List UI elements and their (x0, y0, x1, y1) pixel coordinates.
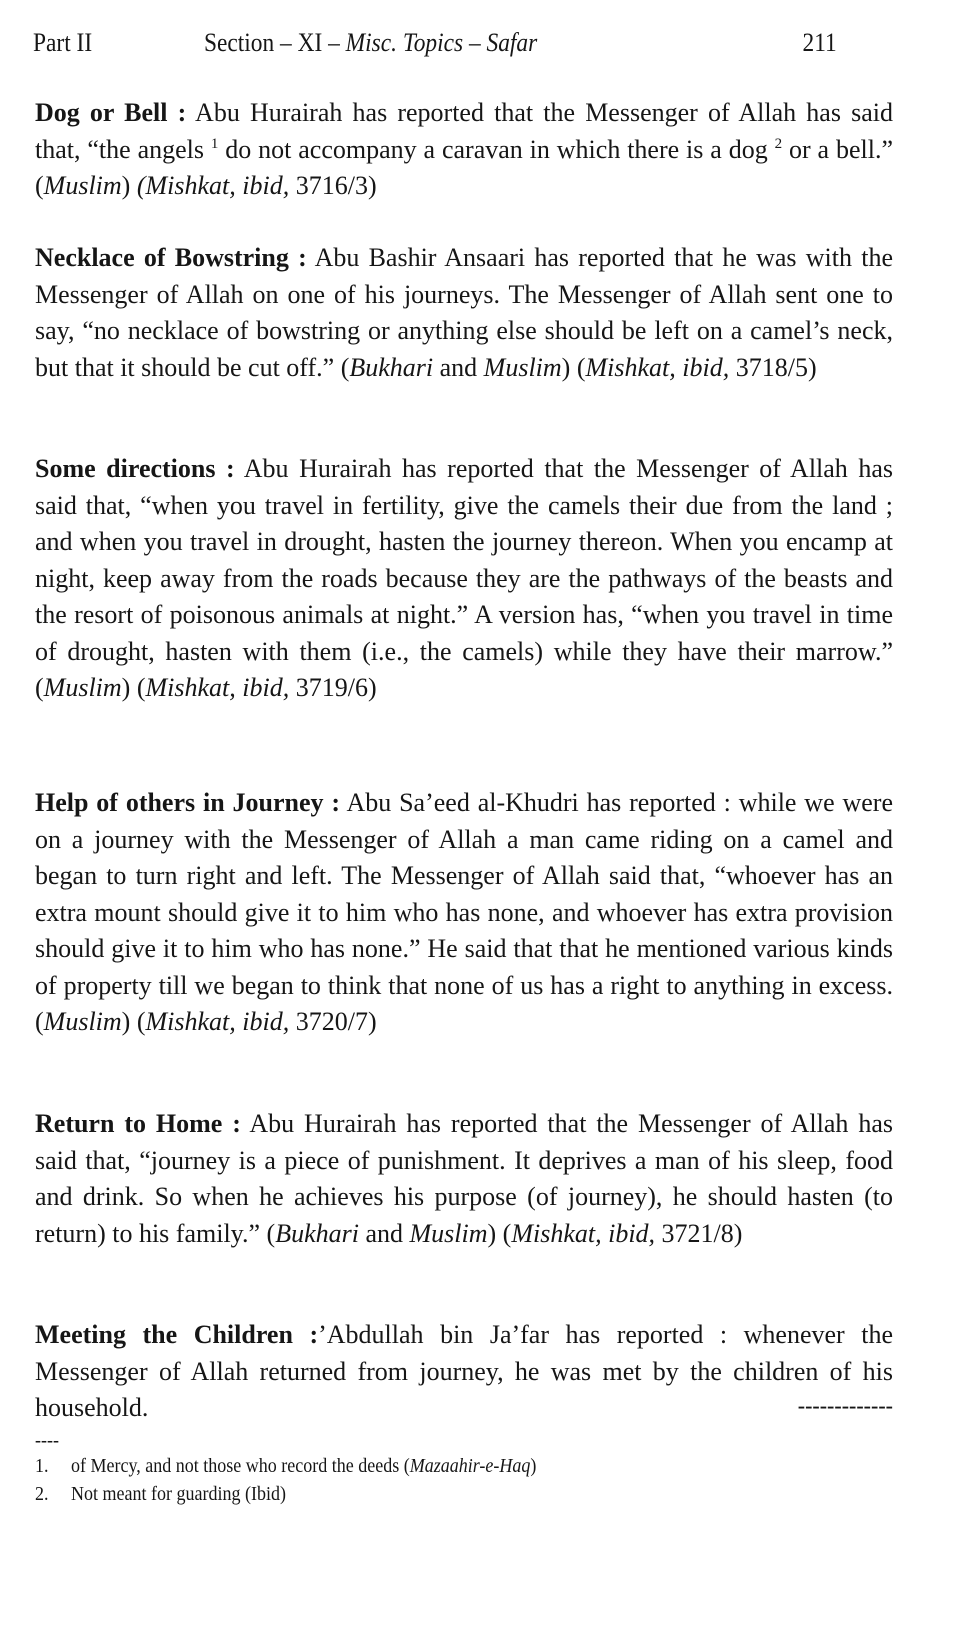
paragraph-text: ) ( (121, 1007, 146, 1036)
paragraph-text: 3718/5) (729, 352, 817, 382)
paragraph-text: or a bell.” (782, 134, 893, 164)
paragraph-text: 3721/8) (655, 1218, 743, 1248)
footnote-text (71, 1452, 536, 1480)
running-header (33, 25, 837, 61)
paragraph-heading: Return to Home : (35, 1109, 241, 1138)
separator-right: ------------- (797, 1393, 893, 1418)
paragraph-text: ) ( (487, 1218, 512, 1248)
paragraph-necklace-of-bowstring (35, 240, 893, 386)
citation-italic: Muslim (43, 673, 122, 702)
footnote-body: Not meant for guarding (Ibid) (71, 1483, 286, 1505)
paragraph-heading: Dog or Bell : (35, 98, 187, 127)
paragraph-some-directions (35, 451, 893, 707)
citation-italic: Mishkat, ibid, (145, 1007, 290, 1036)
footnote-1 (35, 1452, 807, 1480)
paragraph-text: Abu Hurairah has reported that the Messenger of Allah has said that, “when you travel in fertility, give the camels their due from the land ; and when you travel in drought, hasten the journey thereon. When you encamp at night, keep away from the roads because they are the pathways of the beasts and the resort of poisonous animals at night.” A version has, “when you travel in time of drought, hasten with them (i.e., the camels) while they have their marrow.” ( (35, 454, 893, 702)
citation-italic: Muslim (409, 1218, 488, 1248)
footnote-body: of Mercy, and not those who record the deeds ( (71, 1455, 410, 1477)
footnote-number: 2. (35, 1483, 49, 1505)
header-section (204, 25, 537, 61)
page-number: 211 (802, 28, 837, 57)
paragraph-text: and (358, 1218, 410, 1248)
separator-left: ---- (35, 1430, 59, 1450)
citation-italic: Muslim (483, 352, 562, 382)
paragraph-meeting-the-children (35, 1317, 893, 1427)
paragraph-heading: Some directions : (35, 454, 235, 483)
citation-italic: Bukhari (349, 352, 434, 382)
footnote-number: 1. (35, 1455, 49, 1477)
header-section-topic: Misc. Topics – Safar (345, 28, 538, 57)
citation-italic: Mishkat, ibid, (511, 1218, 656, 1248)
paragraph-text: do not accompany a caravan in which there is a dog (218, 134, 775, 164)
citation-italic: Mishkat, ibid, (145, 673, 290, 702)
citation-italic: (Mishkat, ibid, (136, 171, 290, 200)
footnote-2 (35, 1480, 807, 1508)
paragraph-text: ) ( (121, 673, 146, 702)
paragraph-heading: Necklace of Bowstring : (35, 243, 307, 272)
footnote-ref: 1 (210, 135, 219, 152)
header-part: Part II (33, 28, 93, 57)
citation-italic: Muslim (43, 1007, 122, 1036)
paragraph-text: and (433, 352, 484, 382)
paragraph-text: Abu Hurairah has reported that the Messenger of Allah has said that, “journey is a piece of punishment. It deprives a man of his sleep, food and drink. So when he achieves his purpose (of journey), he should hasten (to return) to his family.” ( (35, 1109, 893, 1248)
paragraph-dog-or-bell (35, 95, 893, 205)
paragraph-text: 3716/3) (289, 171, 377, 200)
header-section-prefix: Section – XI – (204, 28, 346, 57)
paragraph-text: 3719/6) (289, 673, 377, 702)
citation-italic: Bukhari (275, 1218, 359, 1248)
paragraph-help-of-others (35, 785, 893, 1041)
paragraph-text: ) ( (561, 352, 586, 382)
paragraph-text: Abu Sa’eed al-Khudri has reported : while we were on a journey with the Messenger of Allah a man came riding on a camel and began to turn right and left. The Messenger of Allah said that, “whoever has an extra mount should give it to him who has none, and whoever has extra provision should give it to him who has none.” He said that that he mentioned various kinds of property till we began to think that none of us has a right to anything in excess. ( (35, 788, 893, 1036)
paragraph-heading: Help of others in Journey : (35, 788, 341, 817)
footnotes (35, 1452, 807, 1508)
paragraph-text: Abu Hurairah has reported that the Messenger of Allah has said that, “the angels (35, 98, 893, 164)
footnote-source: Mazaahir-e-Haq (409, 1455, 531, 1477)
citation: (Muslim) (35, 171, 131, 200)
paragraph-heading: Meeting the Children : (35, 1320, 319, 1349)
footnote-ref: 2 (774, 135, 783, 152)
citation-italic: Mishkat, ibid, (585, 352, 730, 382)
paragraph-text: Abu Bashir Ansaari has reported that he was with the Messenger of Allah on one of his journeys. The Messenger of Allah sent one to say, “no necklace of bowstring or anything else should be left on a camel’s neck, but that it should be cut off.” ( (35, 243, 893, 382)
footnote-text (71, 1480, 286, 1508)
paragraph-text: ’Abdullah bin Ja’far has reported : whenever the Messenger of Allah returned from journey, he was met by the children of his household. (35, 1320, 893, 1422)
footnote-close: ) (530, 1455, 537, 1477)
paragraph-text: 3720/7) (289, 1007, 377, 1036)
paragraph-return-to-home (35, 1106, 893, 1252)
